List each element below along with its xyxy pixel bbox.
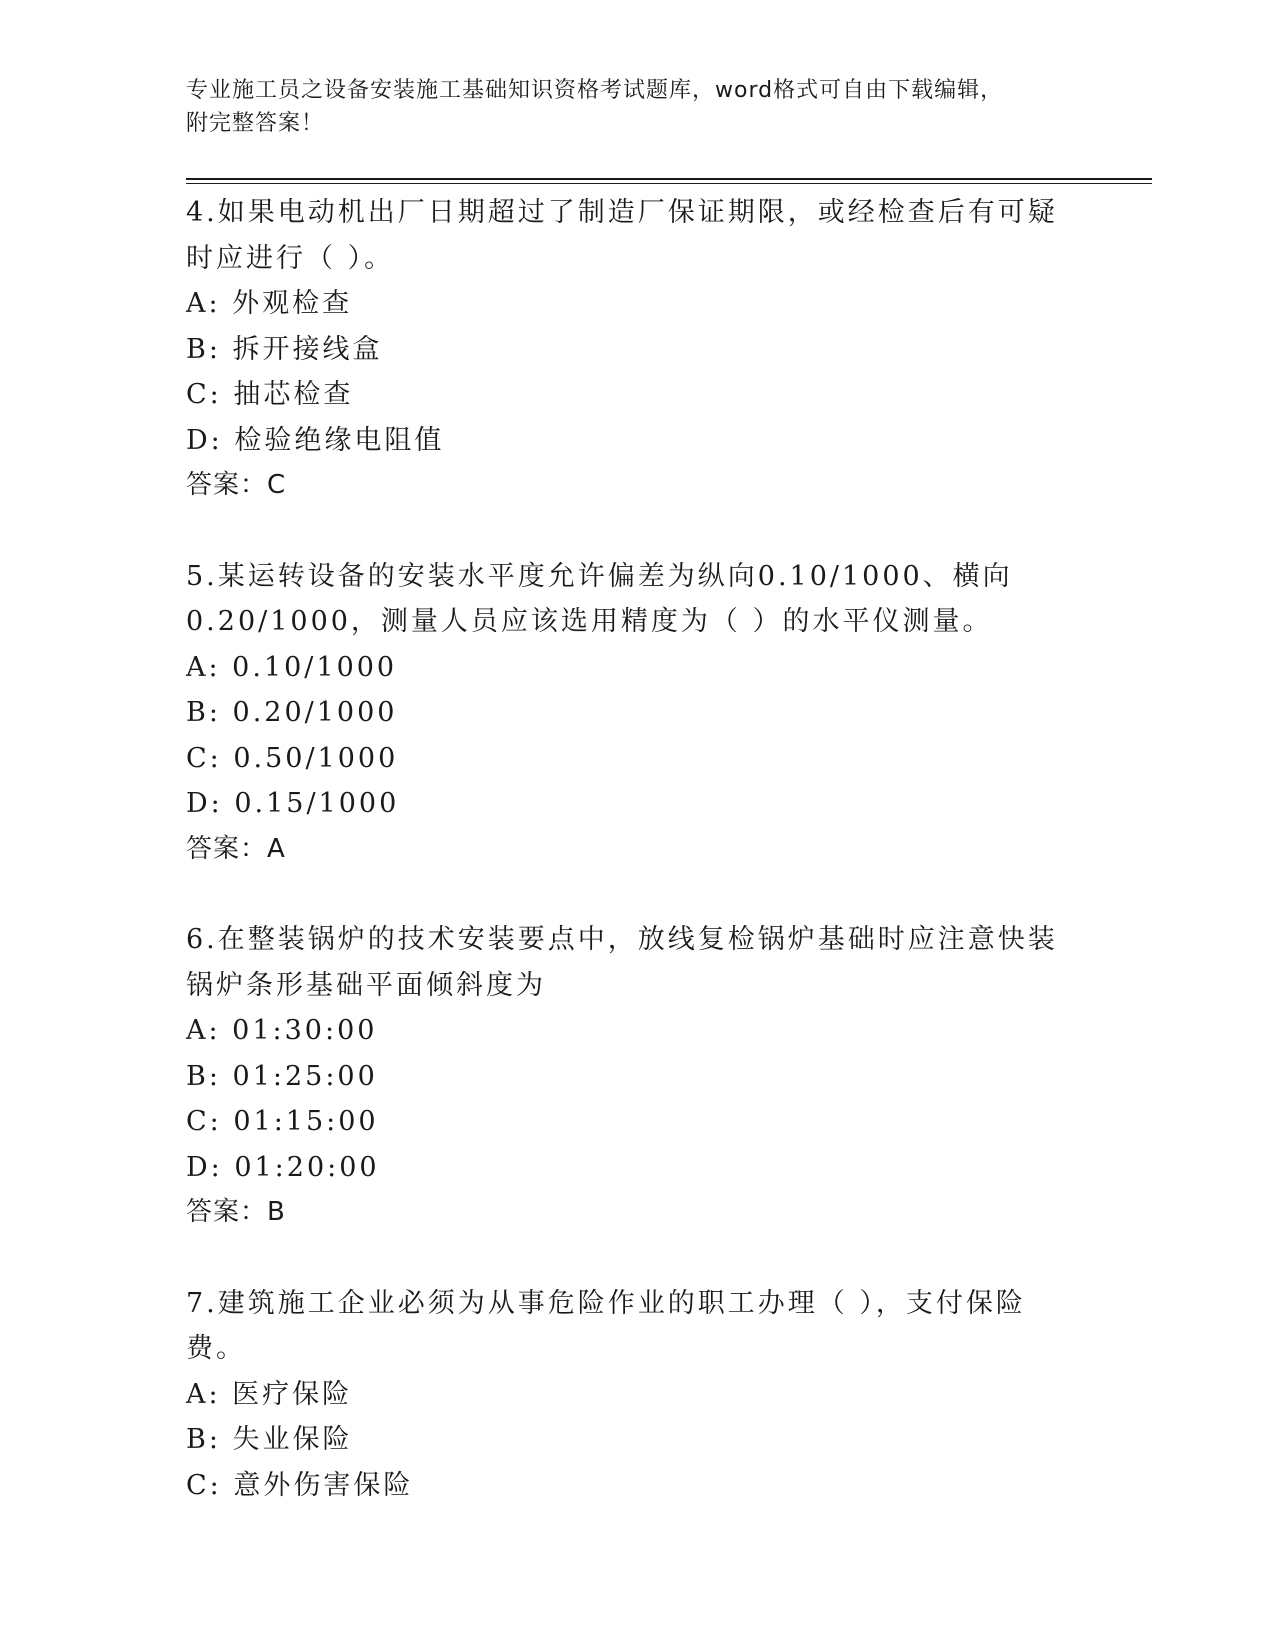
header-line-1: 专业施工员之设备安装施工基础知识资格考试题库，word格式可自由下载编辑， <box>186 78 1004 103</box>
option-c: C: 01:15:00 <box>186 1106 379 1137</box>
option-b: B: 0.20/1000 <box>186 697 398 728</box>
answer-line: 答案：B <box>186 1197 286 1227</box>
option-d: D: 0.15/1000 <box>186 788 400 819</box>
option-d: D: 检验绝缘电阻值 <box>186 424 445 456</box>
question-7 <box>186 1281 1086 1509</box>
answer-line: 答案：C <box>186 470 287 500</box>
question-stem: 4.如果电动机出厂日期超过了制造厂保证期限，或经检查后有可疑时应进行（ ）。 <box>186 197 1058 274</box>
option-c: C: 抽芯检查 <box>186 379 354 410</box>
option-b: B: 失业保险 <box>186 1424 353 1455</box>
question-5 <box>186 554 1086 873</box>
option-b: B: 拆开接线盒 <box>186 333 383 365</box>
question-list <box>186 190 1086 1508</box>
question-stem: 6.在整装锅炉的技术安装要点中，放线复检锅炉基础时应注意快装锅炉条形基础平面倾斜度为 <box>186 924 1058 1001</box>
option-c: C: 意外伤害保险 <box>186 1469 414 1501</box>
option-c: C: 0.50/1000 <box>186 742 399 774</box>
option-a: A: 0.10/1000 <box>186 651 398 683</box>
option-d: D: 01:20:00 <box>186 1151 380 1183</box>
document-header <box>186 74 1086 140</box>
answer-line: 答案：A <box>186 833 286 864</box>
option-a: A: 医疗保险 <box>186 1378 353 1410</box>
question-4 <box>186 190 1086 509</box>
option-a: A: 01:30:00 <box>186 1015 378 1046</box>
header-divider-thin <box>186 183 1152 184</box>
option-b: B: 01:25:00 <box>186 1060 378 1092</box>
question-stem: 5.某运转设备的安装水平度允许偏差为纵向0.10/1000、横向0.20/1000，测量人员应该选用精度为（ ）的水平仪测量。 <box>186 560 1013 637</box>
option-a: A: 外观检查 <box>186 288 353 319</box>
header-line-2: 附完整答案！ <box>186 111 325 136</box>
question-stem: 7.建筑施工企业必须为从事危险作业的职工办理（ ），支付保险费。 <box>186 1287 1026 1364</box>
header-divider <box>186 178 1152 180</box>
question-6 <box>186 917 1086 1236</box>
